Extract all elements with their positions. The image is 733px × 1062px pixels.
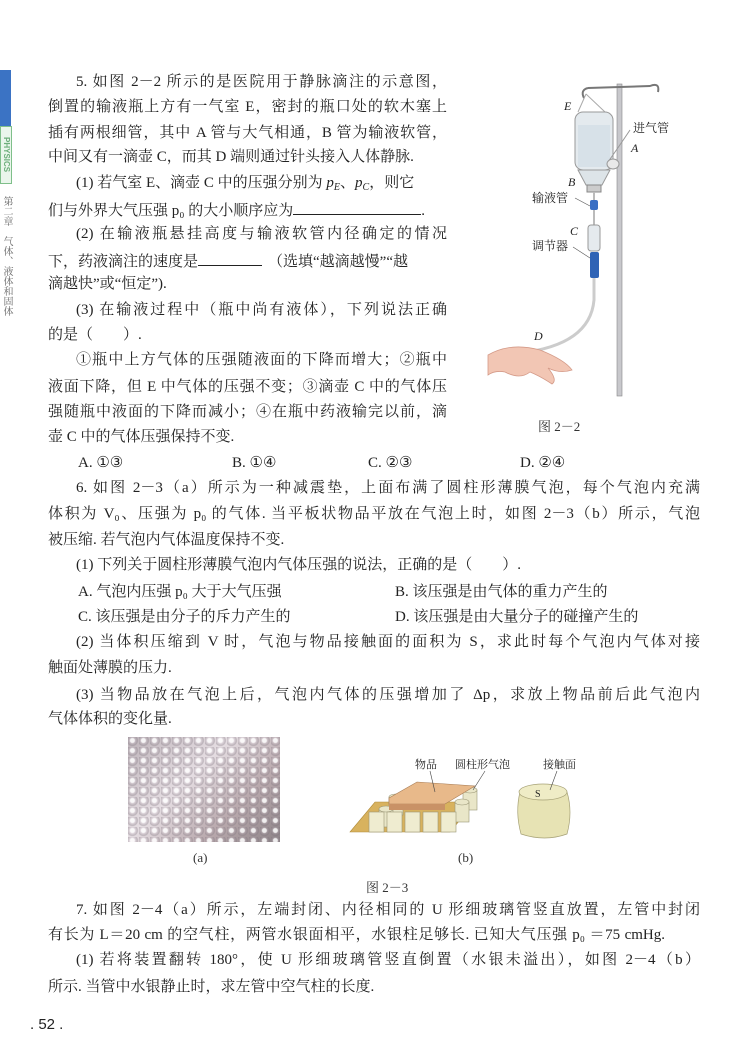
text-line: (3) 在输液过程中（瓶中尚有液体），下列说法正确: [76, 302, 447, 318]
page-number: . 52 .: [30, 1016, 64, 1033]
label-c: C: [570, 224, 579, 238]
text-line: [76, 173, 414, 193]
text-line: 插有两根细管，其中 A 管与大气相通，B 管为输液软管，: [48, 125, 447, 141]
text: 、: [340, 175, 356, 191]
text-line: 5. 如图 2－2 所示的是医院用于静脉滴注的示意图，: [76, 74, 447, 90]
text-line: (1) 下列关于圆柱形薄膜气泡内气体压强的说法，正确的是（ ）.: [76, 557, 521, 573]
iv-drip-figure: [460, 70, 720, 410]
option-c: C. ②③: [368, 455, 413, 471]
label-b: B: [568, 175, 576, 189]
text-line: 滴越快”或“恒定”).: [48, 276, 167, 292]
text-line: 所示. 当管中水银静止时，求左管中空气柱的长度.: [48, 979, 375, 995]
text-line: [48, 250, 408, 270]
option-b: B. 该压强是由气体的重力产生的: [395, 584, 608, 600]
text: (1) 若气室 E、滴壶 C 中的压强分别为: [76, 175, 327, 191]
contact-surface: [519, 784, 567, 800]
figure-caption: 图 2－2: [538, 419, 581, 434]
label-item: 物品: [415, 759, 437, 771]
label-air-tube: 进气管: [633, 121, 670, 135]
text: .: [421, 203, 425, 219]
subscript: E: [333, 182, 341, 193]
bubble-diagram: [345, 752, 595, 844]
option-d: D. 该压强是由大量分子的碰撞产生的: [395, 609, 639, 625]
symbol: p: [326, 175, 334, 191]
text-line: 强随瓶中液面的下降而减小；④在瓶中药液输完以前，滴: [48, 404, 447, 420]
option-d: D. ②④: [520, 455, 566, 471]
text-line: 体积为 V₀、压强为 p₀ 的气体. 当平板状物品平放在气泡上时，如图 2－3（b）所示，气泡: [48, 506, 700, 522]
text-line: 有长为 L＝20 cm 的空气柱，两管水银面相平，水银柱足够长. 已知大气压强 p₀ ＝75 cmHg.: [48, 927, 665, 943]
label-a: A: [631, 141, 639, 155]
text-line: (3) 当物品放在气泡上后，气泡内气体的压强增加了 Δp，求放上物品前后此气泡内: [76, 687, 700, 703]
option-a: A. ①③: [78, 455, 124, 471]
answer-blank[interactable]: [198, 250, 262, 266]
subfigure-a-label: (a): [193, 850, 208, 865]
text-line: 气体体积的变化量.: [48, 711, 172, 727]
text: 下，药液滴注的速度是: [48, 254, 199, 270]
text-line: 液面下降，但 E 中气体的压强不变；③滴壶 C 中的气体压: [48, 379, 447, 395]
text-line: 触面处薄膜的压力.: [48, 660, 172, 676]
text-line: (2) 在输液瓶悬挂高度与输液软管内径确定的情况: [76, 226, 447, 242]
text-line: 倒置的输液瓶上方有一气室 E，密封的瓶口处的软木塞上: [48, 99, 447, 115]
label-regulator: 调节器: [532, 239, 569, 253]
text-line: 7. 如图 2－4（a）所示，左端封闭、内径相同的 U 形细玻璃管竖直放置，左管中封闭: [76, 902, 700, 918]
subscript: C: [362, 182, 370, 193]
chapter-title: 第二章 气体、液体和固体: [1, 196, 12, 316]
subfigure-b-label: (b): [458, 850, 474, 865]
option-a: A. 气泡内压强 p₀ 大于大气压强: [78, 584, 282, 600]
text-line: [48, 199, 425, 219]
answer-blank[interactable]: [293, 199, 421, 215]
symbol: p: [355, 175, 363, 191]
text-line: ①瓶中上方气体的压强随液面的下降而增大；②瓶中: [76, 352, 447, 368]
text: ，则它: [369, 175, 415, 191]
label-e: E: [564, 99, 572, 113]
chapter-color-tab: [0, 70, 11, 126]
label-contact: 接触面: [543, 759, 576, 771]
figure-caption: 图 2－3: [366, 880, 409, 895]
option-c: C. 该压强是由分子的斥力产生的: [78, 609, 291, 625]
label-infusion-tube: 输液管: [532, 191, 569, 205]
text: 们与外界大气压强 p₀ 的大小顺序应为: [48, 203, 294, 219]
infusion-tube: [520, 192, 600, 353]
bubble-cushion-photo: [128, 737, 280, 842]
text-line: (1) 若将装置翻转 180°，使 U 形细玻璃管竖直倒置（水银未溢出），如图 2－4（b）: [76, 952, 700, 968]
subject-label: PHYSICS: [0, 126, 12, 184]
label-bubble: 圆柱形气泡: [455, 759, 510, 771]
text-line: 壶 C 中的气体压强保持不变.: [48, 429, 235, 445]
text-line: 被压缩. 若气泡内气体温度保持不变.: [48, 532, 285, 548]
option-b: B. ①④: [232, 455, 277, 471]
text-line: 6. 如图 2－3（a）所示为一种减震垫，上面布满了圆柱形薄膜气泡，每个气泡内充满: [76, 480, 700, 496]
text-line: 的是（ ）.: [48, 327, 142, 343]
label-d: D: [534, 329, 543, 343]
text-line: 中间又有一滴壶 C，而其 D 端则通过针头接入人体静脉.: [48, 149, 414, 165]
hand-figure: [488, 347, 572, 384]
text: （选填“越滴越慢”“越: [268, 254, 408, 270]
text-line: (2) 当体积压缩到 V 时，气泡与物品接触面的面积为 S，求此时每个气泡内气体对接: [76, 634, 700, 650]
flat-item-side: [389, 804, 445, 810]
front-cylinders: [369, 812, 456, 832]
label-s: S: [535, 789, 541, 800]
